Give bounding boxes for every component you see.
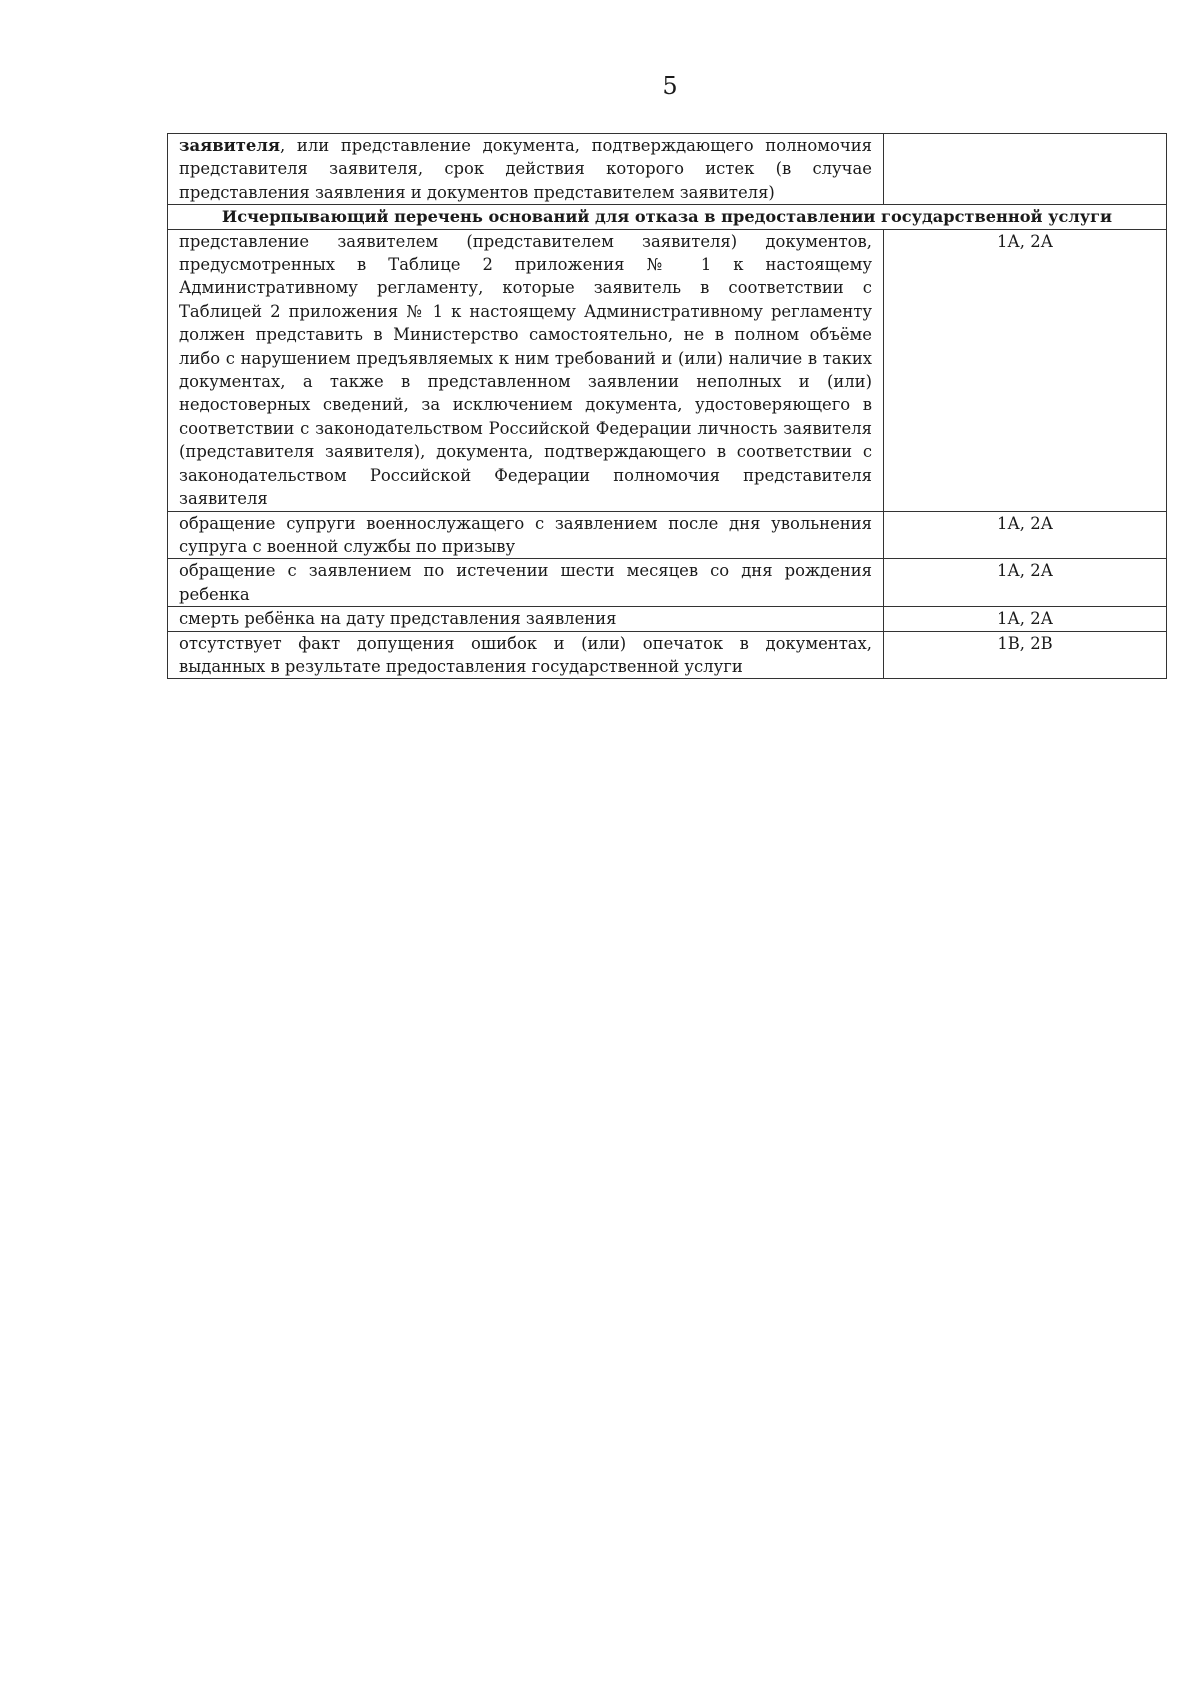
- page-number: 5: [662, 72, 678, 100]
- table-cell-reason: смерть ребёнка на дату представления заявления: [168, 607, 884, 631]
- table-cell-reason: обращение с заявлением по истечении шести месяцев со дня рождения ребенка: [168, 559, 884, 607]
- section-header: Исчерпывающий перечень оснований для отказа в предоставлении государственной услуги: [168, 205, 1167, 229]
- continuation-text: , или представление документа, подтверждающего полномочия представителя заявителя, срок действия которого истек (в случае представления заявления и документов представителем заявителя): [179, 136, 872, 202]
- table-cell-code: 1А, 2А: [884, 511, 1167, 559]
- table-cell-reason: отсутствует факт допущения ошибок и (или) опечаток в документах, выданных в результате предоставления государственной услуги: [168, 631, 884, 679]
- table-row: [168, 511, 1167, 559]
- table-cell-code: 1А, 2А: [884, 229, 1167, 511]
- table-row: [168, 607, 1167, 631]
- refusal-grounds-table: [167, 133, 1167, 679]
- continuation-bold-text: заявителя: [179, 136, 280, 155]
- table-row: [168, 559, 1167, 607]
- table-row: [168, 631, 1167, 679]
- table-cell-code: 1В, 2В: [884, 631, 1167, 679]
- table-cell-reason: представление заявителем (представителем заявителя) документов, предусмотренных в Таблице 2 приложения № 1 к настоящему Административному регламенту, которые заявитель в соответствии с Таблицей 2 приложения № 1 к настоящему Административному регламенту должен представить в Министерство самостоятельно, не в полном объёме либо с нарушением предъявляемых к ним требований и (или) наличие в таких документах, а также в представленном заявлении неполных и (или) недостоверных сведений, за исключением документа, удостоверяющего в соответствии с законодательством Российской Федерации личность заявителя (представителя заявителя), документа, подтверждающего в соответствии с законодательством Российской Федерации полномочия представителя заявителя: [168, 229, 884, 511]
- table-cell-code: 1А, 2А: [884, 559, 1167, 607]
- table-row: [168, 229, 1167, 511]
- table-cell-reason: [168, 134, 884, 205]
- table-row: [168, 134, 1167, 205]
- table-cell-code: 1А, 2А: [884, 607, 1167, 631]
- table-cell-code: [884, 134, 1167, 205]
- table-cell-reason: обращение супруги военнослужащего с заявлением после дня увольнения супруга с военной службы по призыву: [168, 511, 884, 559]
- table-row-section-header: [168, 205, 1167, 229]
